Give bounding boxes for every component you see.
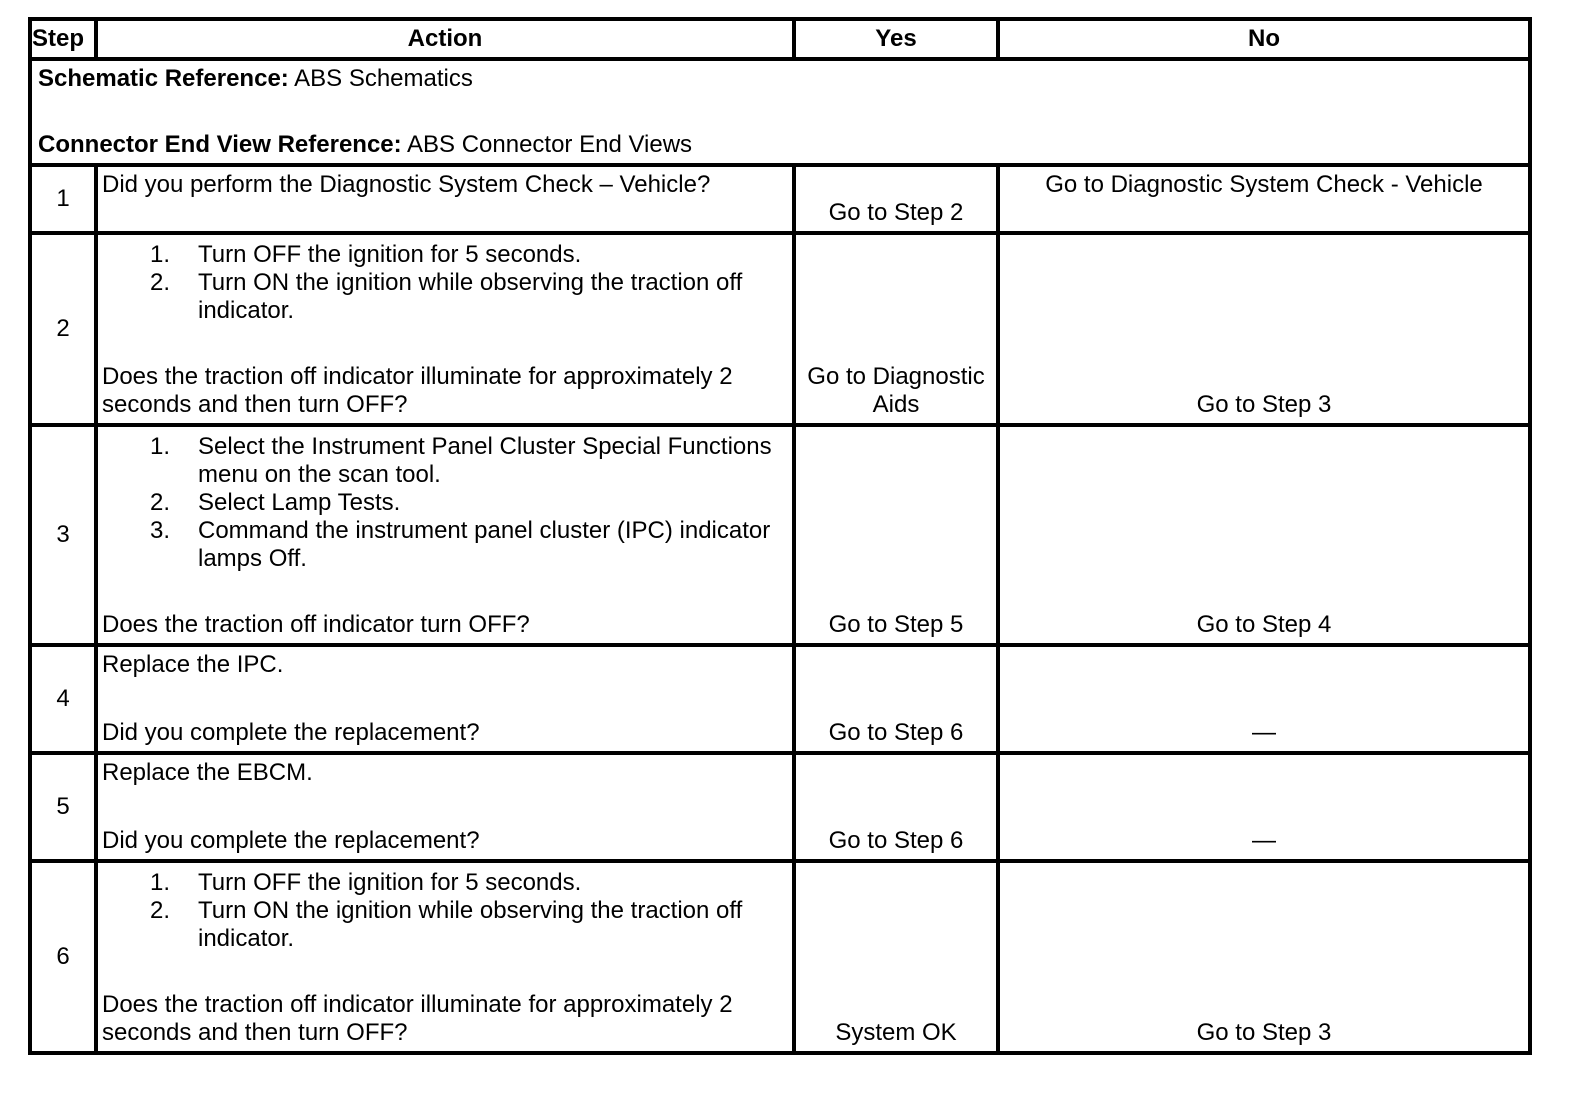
step-number: 2 bbox=[30, 233, 96, 425]
yes-text: System OK bbox=[835, 1019, 957, 1046]
list-text: Turn ON the ignition while observing the traction off indicator. bbox=[198, 269, 743, 324]
yes-column-header: Yes bbox=[794, 19, 998, 59]
references-cell bbox=[30, 59, 1530, 165]
step-number: 1 bbox=[30, 165, 96, 233]
connector-reference-value: ABS Connector End Views bbox=[407, 131, 693, 158]
no-result bbox=[998, 753, 1530, 861]
list-text: Turn ON the ignition while observing the traction off indicator. bbox=[198, 897, 743, 952]
list-item bbox=[102, 869, 788, 897]
no-column-header: No bbox=[998, 19, 1530, 59]
schematic-reference bbox=[38, 65, 1522, 93]
table-row bbox=[30, 425, 1530, 645]
step-number: 3 bbox=[30, 425, 96, 645]
step-column-header: Step bbox=[30, 19, 96, 59]
action-question: Did you complete the replacement? bbox=[102, 827, 480, 854]
table-row bbox=[30, 753, 1530, 861]
list-text: Command the instrument panel cluster (IPC) indicator lamps Off. bbox=[198, 517, 771, 572]
references-row bbox=[30, 59, 1530, 165]
list-text: Select the Instrument Panel Cluster Special Functions menu on the scan tool. bbox=[198, 433, 772, 488]
step-number: 4 bbox=[30, 645, 96, 753]
diagnostic-table bbox=[28, 17, 1532, 1055]
connector-reference bbox=[38, 131, 1522, 159]
yes-result bbox=[794, 425, 998, 645]
no-result bbox=[998, 861, 1530, 1053]
list-item bbox=[102, 269, 788, 325]
no-result bbox=[998, 645, 1530, 753]
yes-text: Go to Step 6 bbox=[828, 719, 964, 746]
list-item bbox=[102, 241, 788, 269]
instruction-list bbox=[102, 235, 788, 325]
action-instruction: Replace the EBCM. bbox=[102, 759, 313, 786]
action-instruction: Replace the IPC. bbox=[102, 651, 284, 678]
schematic-reference-label: Schematic Reference: bbox=[38, 65, 289, 92]
action-cell bbox=[96, 233, 794, 425]
no-text: Go to Step 3 bbox=[1196, 1019, 1332, 1046]
instruction-list bbox=[102, 863, 788, 953]
yes-text: Go to Diagnostic Aids bbox=[807, 363, 985, 418]
step-number: 5 bbox=[30, 753, 96, 861]
list-number: 2. bbox=[150, 489, 171, 516]
list-item bbox=[102, 897, 788, 953]
yes-text: Go to Step 5 bbox=[828, 611, 964, 638]
list-number: 2. bbox=[150, 897, 171, 924]
table-row bbox=[30, 861, 1530, 1053]
action-question: Did you complete the replacement? bbox=[102, 719, 480, 746]
header-row bbox=[30, 19, 1530, 59]
no-result bbox=[998, 233, 1530, 425]
action-cell bbox=[96, 165, 794, 233]
list-text: Turn OFF the ignition for 5 seconds. bbox=[198, 241, 582, 268]
connector-reference-label: Connector End View Reference: bbox=[38, 131, 402, 158]
list-item bbox=[102, 433, 788, 489]
yes-result bbox=[794, 753, 998, 861]
action-cell bbox=[96, 753, 794, 861]
list-item bbox=[102, 489, 788, 517]
list-item bbox=[102, 517, 788, 573]
list-number: 1. bbox=[150, 869, 171, 896]
yes-result bbox=[794, 861, 998, 1053]
action-question: Does the traction off indicator illuminate for approximately 2 seconds and then turn OFF? bbox=[102, 363, 733, 418]
yes-text: Go to Step 2 bbox=[828, 199, 964, 226]
table-row bbox=[30, 645, 1530, 753]
no-text: Go to Diagnostic System Check - Vehicle bbox=[1045, 171, 1483, 198]
table-row bbox=[30, 233, 1530, 425]
action-cell bbox=[96, 861, 794, 1053]
yes-result bbox=[794, 165, 998, 233]
schematic-reference-value: ABS Schematics bbox=[294, 65, 473, 92]
action-cell bbox=[96, 645, 794, 753]
list-text: Select Lamp Tests. bbox=[198, 489, 401, 516]
no-text: Go to Step 3 bbox=[1196, 391, 1332, 418]
no-result bbox=[998, 425, 1530, 645]
list-number: 3. bbox=[150, 517, 171, 544]
yes-text: Go to Step 6 bbox=[828, 827, 964, 854]
action-cell bbox=[96, 425, 794, 645]
list-number: 2. bbox=[150, 269, 171, 296]
step-number: 6 bbox=[30, 861, 96, 1053]
no-result bbox=[998, 165, 1530, 233]
action-question: Does the traction off indicator illuminate for approximately 2 seconds and then turn OFF? bbox=[102, 991, 733, 1046]
action-question: Does the traction off indicator turn OFF? bbox=[102, 611, 530, 638]
no-text: Go to Step 4 bbox=[1196, 611, 1332, 638]
no-text: — bbox=[1252, 827, 1276, 854]
list-number: 1. bbox=[150, 241, 171, 268]
yes-result bbox=[794, 645, 998, 753]
table-row bbox=[30, 165, 1530, 233]
no-text: — bbox=[1252, 719, 1276, 746]
list-text: Turn OFF the ignition for 5 seconds. bbox=[198, 869, 582, 896]
instruction-list bbox=[102, 427, 788, 573]
list-number: 1. bbox=[150, 433, 171, 460]
action-question: Did you perform the Diagnostic System Check – Vehicle? bbox=[102, 171, 711, 198]
yes-result bbox=[794, 233, 998, 425]
action-column-header: Action bbox=[96, 19, 794, 59]
